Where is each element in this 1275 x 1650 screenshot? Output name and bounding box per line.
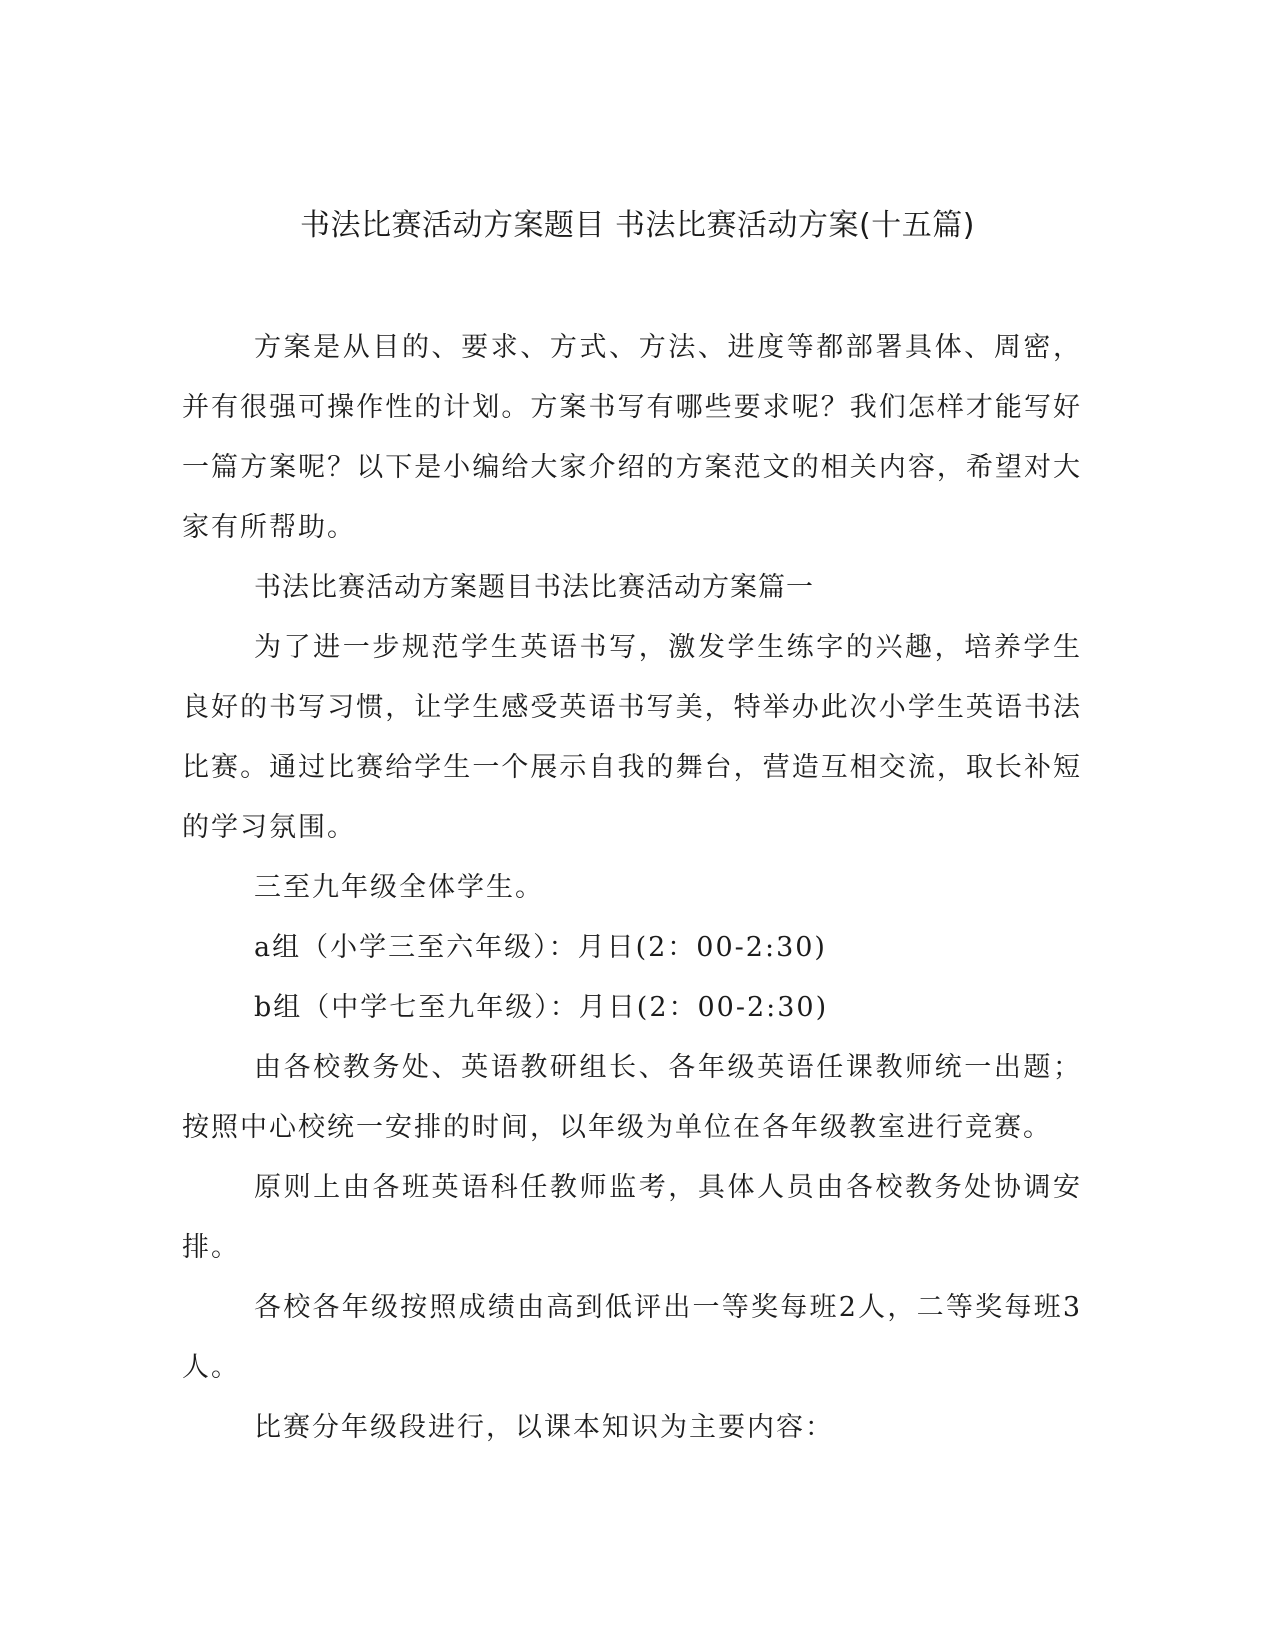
organization-paragraph: 由各校教务处、英语教研组长、各年级英语任课教师统一出题；按照中心校统一安排的时间，以年级为单位在各年级教室进行竞赛。: [182, 1052, 1082, 1143]
group-b-schedule: b组（中学七至九年级）：月日(2：00-2:30): [254, 992, 829, 1023]
supervision-paragraph: 原则上由各班英语科任教师监考，具体人员由各校教务处协调安排。: [182, 1172, 1082, 1263]
document-title: 书法比赛活动方案题目 书法比赛活动方案(十五篇): [300, 208, 975, 243]
awards-paragraph: 各校各年级按照成绩由高到低评出一等奖每班2人，二等奖每班3人。: [182, 1292, 1082, 1383]
intro-paragraph: 方案是从目的、要求、方式、方法、进度等都部署具体、周密，并有很强可操作性的计划。方案书写有哪些要求呢？我们怎样才能写好一篇方案呢？以下是小编给大家介绍的方案范文的相关内容，希望对大家有所帮助。: [182, 332, 1082, 543]
content-paragraph: 比赛分年级段进行，以课本知识为主要内容：: [254, 1412, 834, 1443]
section-heading: 书法比赛活动方案题目书法比赛活动方案篇一: [254, 572, 814, 603]
purpose-paragraph: 为了进一步规范学生英语书写，激发学生练字的兴趣，培养学生良好的书写习惯，让学生感受英语书写美，特举办此次小学生英语书法比赛。通过比赛给学生一个展示自我的舞台，营造互相交流，取长补短的学习氛围。: [182, 632, 1082, 843]
document-body: [182, 318, 1082, 1458]
group-a-schedule: a组（小学三至六年级）：月日(2：00-2:30): [254, 932, 827, 963]
participants-paragraph: 三至九年级全体学生。: [254, 872, 544, 903]
